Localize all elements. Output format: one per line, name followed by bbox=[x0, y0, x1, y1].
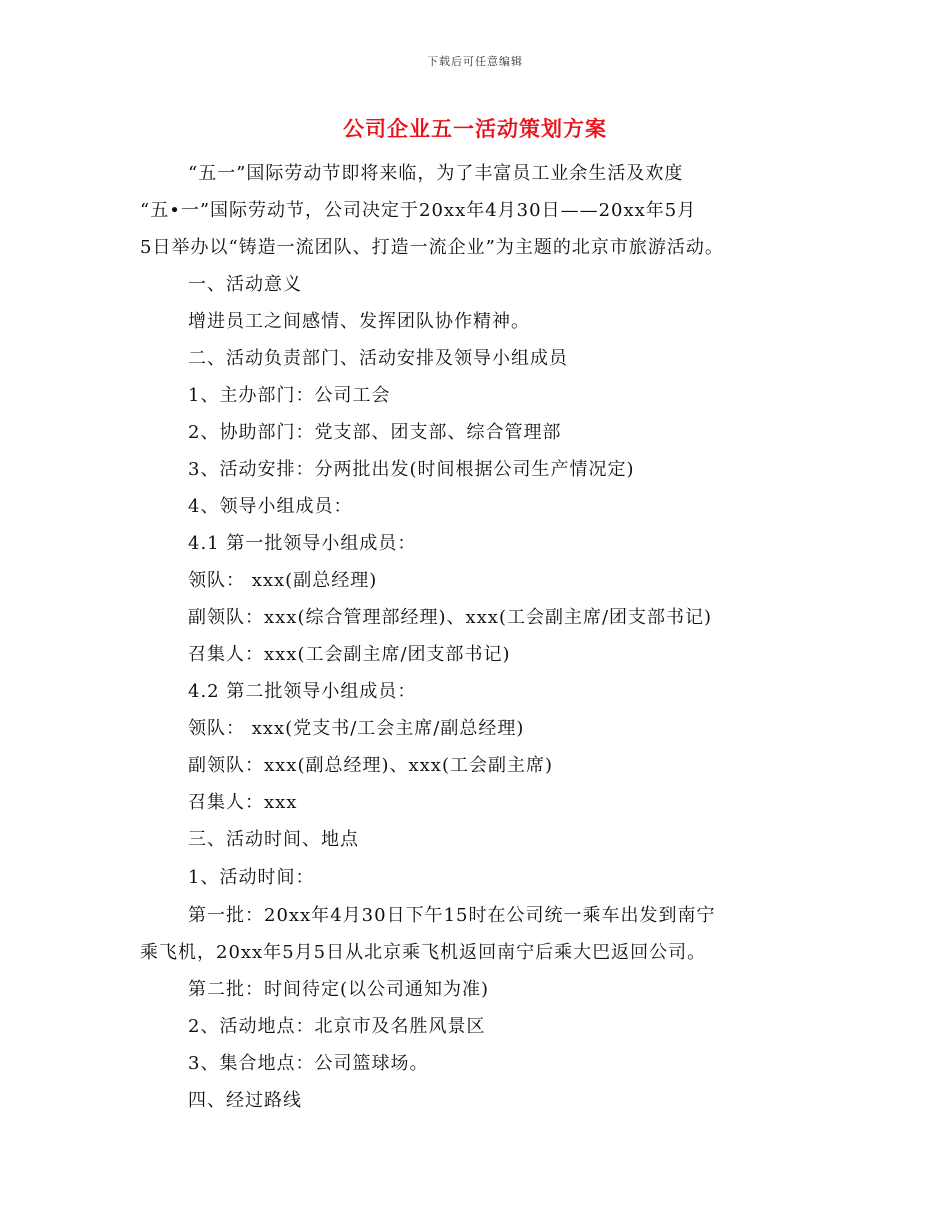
list-item: 领队： xxx(副总经理) bbox=[188, 570, 378, 591]
section-heading: 二、活动负责部门、活动安排及领导小组成员 bbox=[188, 348, 568, 369]
document-title: 公司企业五一活动策划方案 bbox=[343, 116, 607, 141]
paragraph-line: 5日举办以“铸造一流团队、打造一流企业”为主题的北京市旅游活动。 bbox=[140, 237, 724, 258]
section-heading: 一、活动意义 bbox=[188, 274, 302, 295]
list-item: 1、主办部门：公司工会 bbox=[188, 385, 391, 406]
header-note: 下载后可任意编辑 bbox=[427, 55, 523, 68]
paragraph-line: “五一”国际劳动节即将来临，为了丰富员工业余生活及欢度 bbox=[188, 163, 684, 184]
list-item: 副领队：xxx(综合管理部经理)、xxx(工会副主席/团支部书记) bbox=[188, 607, 713, 628]
list-item: 3、集合地点：公司篮球场。 bbox=[188, 1053, 429, 1074]
list-item: 副领队：xxx(副总经理)、xxx(工会副主席) bbox=[188, 755, 553, 776]
paragraph-line: 第一批：20xx年4月30日下午15时在公司统一乘车出发到南宁 bbox=[188, 905, 716, 926]
list-item: 3、活动安排：分两批出发(时间根据公司生产情况定) bbox=[188, 459, 635, 480]
paragraph-line: 第二批：时间待定(以公司通知为准) bbox=[188, 979, 490, 1000]
list-item: 4、领导小组成员： bbox=[188, 496, 353, 517]
list-item: 4.2 第二批领导小组成员： bbox=[188, 681, 417, 702]
paragraph-line: 增进员工之间感情、发挥团队协作精神。 bbox=[188, 311, 530, 332]
list-item: 1、活动时间： bbox=[188, 867, 315, 888]
list-item: 2、活动地点：北京市及名胜风景区 bbox=[188, 1016, 486, 1037]
list-item: 领队： xxx(党支书/工会主席/副总经理) bbox=[188, 718, 525, 739]
list-item: 召集人：xxx(工会副主席/团支部书记) bbox=[188, 644, 511, 665]
section-heading: 三、活动时间、地点 bbox=[188, 829, 359, 850]
list-item: 2、协助部门：党支部、团支部、综合管理部 bbox=[188, 422, 562, 443]
paragraph-line: “五•一”国际劳动节，公司决定于20xx年4月30日——20xx年5月 bbox=[140, 200, 697, 221]
paragraph-line: 乘飞机，20xx年5月5日从北京乘飞机返回南宁后乘大巴返回公司。 bbox=[140, 942, 707, 963]
section-heading: 四、经过路线 bbox=[188, 1090, 302, 1111]
list-item: 召集人：xxx bbox=[188, 792, 298, 813]
list-item: 4.1 第一批领导小组成员： bbox=[188, 533, 417, 554]
